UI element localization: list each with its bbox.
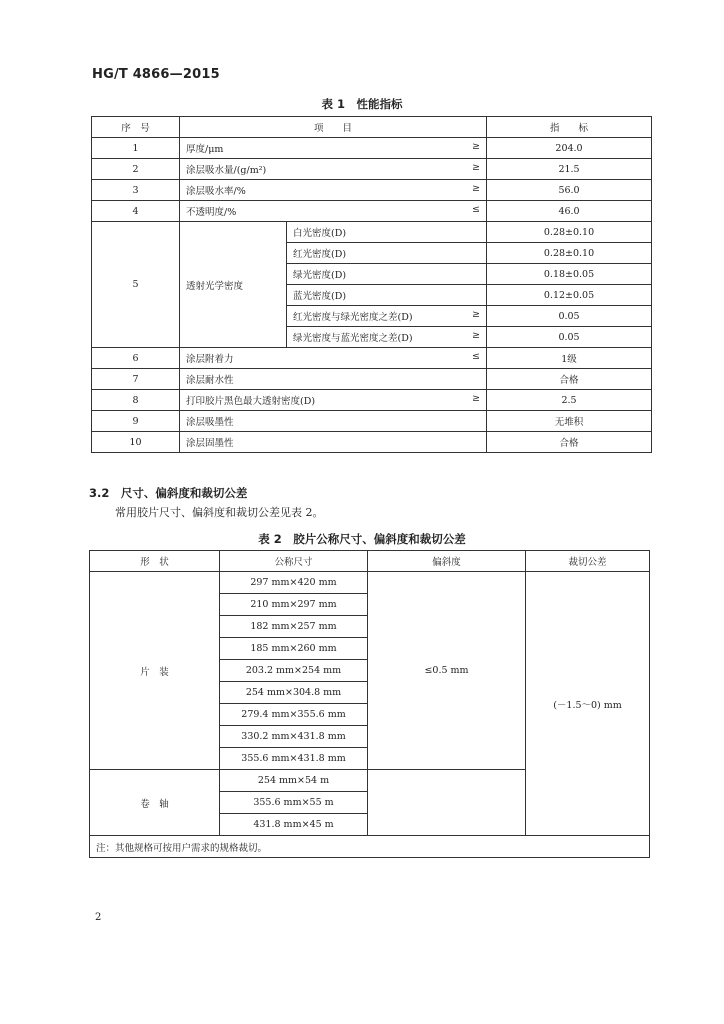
row-item — [180, 138, 487, 159]
row-item — [180, 348, 487, 369]
row-value: 0.12±0.05 — [487, 285, 652, 306]
row-item — [180, 411, 487, 432]
comparison-symbol: ≤ — [472, 351, 481, 362]
row-value: 0.05 — [487, 327, 652, 348]
row-value: 合格 — [487, 432, 652, 453]
note-row — [90, 836, 650, 858]
nominal-size: 254 mm×304.8 mm — [220, 682, 368, 704]
row-value: 2.5 — [487, 390, 652, 411]
row-number: 6 — [92, 348, 180, 369]
nominal-size: 185 mm×260 mm — [220, 638, 368, 660]
section-heading: 3.2 尺寸、偏斜度和裁切公差 — [89, 486, 248, 500]
nominal-size: 355.6 mm×55 m — [220, 792, 368, 814]
row-item-label: 厚度/μm — [186, 144, 224, 155]
sub-item — [287, 243, 487, 264]
table-row — [92, 390, 652, 411]
header-no: 序 号 — [92, 117, 180, 138]
row-value: 46.0 — [487, 201, 652, 222]
sub-item — [287, 285, 487, 306]
header-skew: 偏斜度 — [368, 551, 526, 572]
header-item: 项 目 — [180, 117, 487, 138]
row-number: 8 — [92, 390, 180, 411]
sub-item-label: 绿光密度与蓝光密度之差(D) — [293, 333, 413, 344]
shape-sheet: 片 装 — [90, 572, 220, 770]
row-value: 21.5 — [487, 159, 652, 180]
comparison-symbol: ≥ — [472, 162, 481, 173]
nominal-size: 297 mm×420 mm — [220, 572, 368, 594]
row-number: 1 — [92, 138, 180, 159]
page-number: 2 — [95, 912, 102, 923]
row-item — [180, 180, 487, 201]
sub-item — [287, 327, 487, 348]
row-item-label: 涂层附着力 — [186, 354, 234, 365]
comparison-symbol: ≥ — [472, 309, 481, 320]
row-item-label: 不透明度/% — [186, 207, 237, 218]
row-value: 0.28±0.10 — [487, 243, 652, 264]
row-number: 10 — [92, 432, 180, 453]
row-number: 7 — [92, 369, 180, 390]
row-number: 9 — [92, 411, 180, 432]
table-row — [92, 201, 652, 222]
comparison-symbol: ≤ — [472, 204, 481, 215]
nominal-size: 254 mm×54 m — [220, 770, 368, 792]
row-value: 1级 — [487, 348, 652, 369]
header-tolerance: 裁切公差 — [526, 551, 650, 572]
cut-tolerance: (－1.5～0) mm — [526, 572, 650, 836]
table-row — [92, 180, 652, 201]
header-value: 指 标 — [487, 117, 652, 138]
nominal-size: 431.8 mm×45 m — [220, 814, 368, 836]
sub-item — [287, 306, 487, 327]
table-row — [92, 432, 652, 453]
row-item — [180, 390, 487, 411]
sub-item-label: 蓝光密度(D) — [293, 291, 347, 302]
row-value: 无堆积 — [487, 411, 652, 432]
row-number: 3 — [92, 180, 180, 201]
table-note: 注：其他规格可按用户需求的规格裁切。 — [90, 836, 650, 858]
row-number: 4 — [92, 201, 180, 222]
header-shape: 形 状 — [90, 551, 220, 572]
sub-item-label: 白光密度(D) — [293, 228, 347, 239]
header-size: 公称尺寸 — [220, 551, 368, 572]
row-number: 5 — [92, 222, 180, 348]
table-row — [90, 572, 650, 594]
nominal-size: 203.2 mm×254 mm — [220, 660, 368, 682]
row-item-label: 涂层吸水率/% — [186, 186, 246, 197]
row-item — [180, 201, 487, 222]
table-row — [92, 369, 652, 390]
row-value: 合格 — [487, 369, 652, 390]
table-row — [92, 138, 652, 159]
row-value: 56.0 — [487, 180, 652, 201]
nominal-size: 279.4 mm×355.6 mm — [220, 704, 368, 726]
row-item-label: 涂层耐水性 — [186, 375, 234, 386]
table-row — [92, 159, 652, 180]
comparison-symbol: ≥ — [472, 183, 481, 194]
row-item-label: 涂层吸墨性 — [186, 417, 234, 428]
sub-item-label: 红光密度与绿光密度之差(D) — [293, 312, 413, 323]
row-item-label: 涂层固墨性 — [186, 438, 234, 449]
row-item — [180, 369, 487, 390]
row-item — [180, 159, 487, 180]
table1-caption: 表 1 性能指标 — [321, 97, 403, 111]
row-item — [180, 432, 487, 453]
table-row — [92, 222, 652, 243]
nominal-size: 210 mm×297 mm — [220, 594, 368, 616]
standard-code: HG/T 4866—2015 — [92, 67, 220, 82]
sub-item-label: 绿光密度(D) — [293, 270, 347, 281]
skew-empty — [368, 770, 526, 836]
performance-table — [91, 116, 652, 453]
row-item: 透射光学密度 — [180, 222, 287, 348]
nominal-size: 330.2 mm×431.8 mm — [220, 726, 368, 748]
row-item-label: 打印胶片黑色最大透射密度(D) — [186, 396, 316, 407]
comparison-symbol: ≥ — [472, 393, 481, 404]
row-item-label: 涂层吸水量/(g/m²) — [186, 165, 267, 176]
nominal-size: 355.6 mm×431.8 mm — [220, 748, 368, 770]
comparison-symbol: ≥ — [472, 330, 481, 341]
sub-item — [287, 222, 487, 243]
nominal-size: 182 mm×257 mm — [220, 616, 368, 638]
sub-item-label: 红光密度(D) — [293, 249, 347, 260]
row-value: 0.28±0.10 — [487, 222, 652, 243]
table-row — [92, 411, 652, 432]
row-value: 204.0 — [487, 138, 652, 159]
dimensions-table — [89, 550, 650, 858]
table1-header-row — [92, 117, 652, 138]
table2-header-row — [90, 551, 650, 572]
row-value: 0.05 — [487, 306, 652, 327]
row-number: 2 — [92, 159, 180, 180]
row-value: 0.18±0.05 — [487, 264, 652, 285]
table2-caption: 表 2 胶片公称尺寸、偏斜度和裁切公差 — [258, 532, 466, 546]
comparison-symbol: ≥ — [472, 141, 481, 152]
section-text: 常用胶片尺寸、偏斜度和裁切公差见表 2。 — [115, 506, 324, 519]
shape-roll: 卷 轴 — [90, 770, 220, 836]
sub-item — [287, 264, 487, 285]
skew-value: ≤0.5 mm — [368, 572, 526, 770]
table-row — [92, 348, 652, 369]
